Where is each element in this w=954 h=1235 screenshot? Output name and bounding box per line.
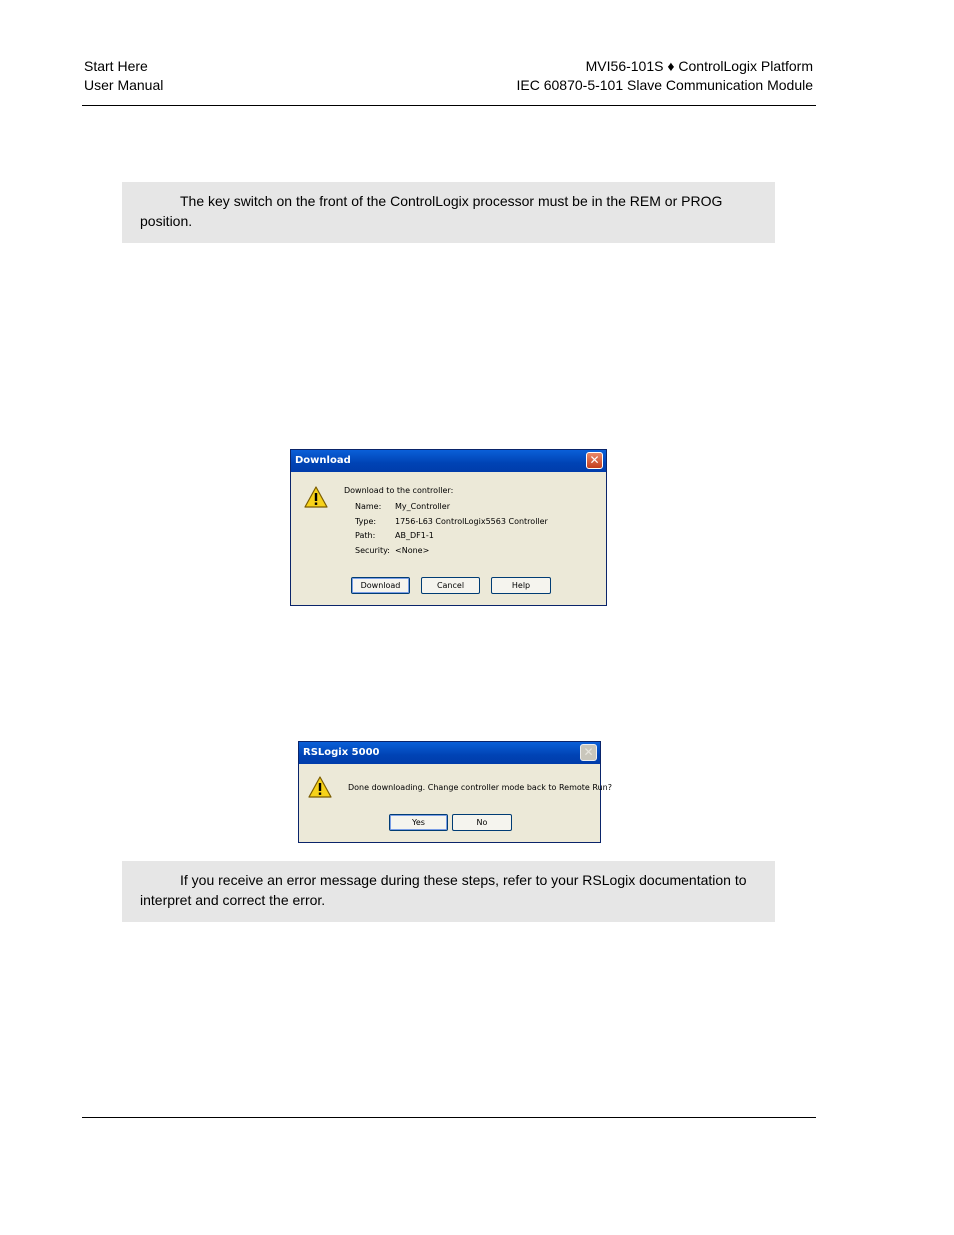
header-doc-type: User Manual [84, 77, 164, 93]
cancel-button[interactable]: Cancel [421, 577, 480, 594]
note-keyswitch [122, 182, 775, 243]
rslogix-message: Done downloading. Change controller mode back to Remote Run? [348, 783, 612, 792]
field-label-path: Path: [355, 531, 376, 540]
header-right [517, 57, 814, 95]
rslogix-dialog-title: RSLogix 5000 [303, 747, 380, 758]
rslogix-dialog [298, 741, 612, 843]
header-product: MVI56-101S ♦ ControlLogix Platform [585, 58, 813, 74]
field-value-security: <None> [395, 546, 430, 555]
no-button[interactable]: No [452, 814, 512, 831]
download-dialog [290, 449, 607, 606]
header-left [84, 57, 163, 95]
download-button[interactable]: Download [351, 577, 410, 594]
download-dialog-titlebar [291, 450, 606, 472]
warning-icon [308, 776, 332, 802]
warning-icon [304, 486, 328, 512]
download-dialog-title: Download [295, 455, 351, 466]
download-heading: Download to the controller: [344, 486, 454, 495]
field-label-name: Name: [355, 502, 382, 511]
note-keyswitch-line1: The key switch on the front of the ControlLogix processor must be in the REM or PROG [180, 193, 723, 209]
note-error-line1: If you receive an error message during these steps, refer to your RSLogix documentation to [180, 872, 747, 888]
help-button[interactable]: Help [491, 577, 551, 594]
note-keyswitch-line2: position. [140, 213, 193, 229]
field-value-name: My_Controller [395, 502, 450, 511]
note-error-line2: interpret and correct the error. [140, 892, 326, 908]
note-error [122, 861, 775, 922]
close-icon[interactable]: ✕ [580, 744, 597, 761]
footer-rule [82, 1117, 816, 1118]
header-module: IEC 60870-5-101 Slave Communication Module [516, 77, 813, 93]
rslogix-dialog-titlebar [299, 742, 600, 764]
close-icon[interactable]: ✕ [586, 452, 603, 469]
field-label-type: Type: [355, 517, 377, 526]
header-section: Start Here [84, 58, 148, 74]
header-rule [82, 105, 816, 106]
field-label-security: Security: [355, 546, 390, 555]
field-value-type: 1756-L63 ControlLogix5563 Controller [395, 517, 548, 526]
yes-button[interactable]: Yes [389, 814, 448, 831]
field-value-path: AB_DF1-1 [395, 531, 434, 540]
